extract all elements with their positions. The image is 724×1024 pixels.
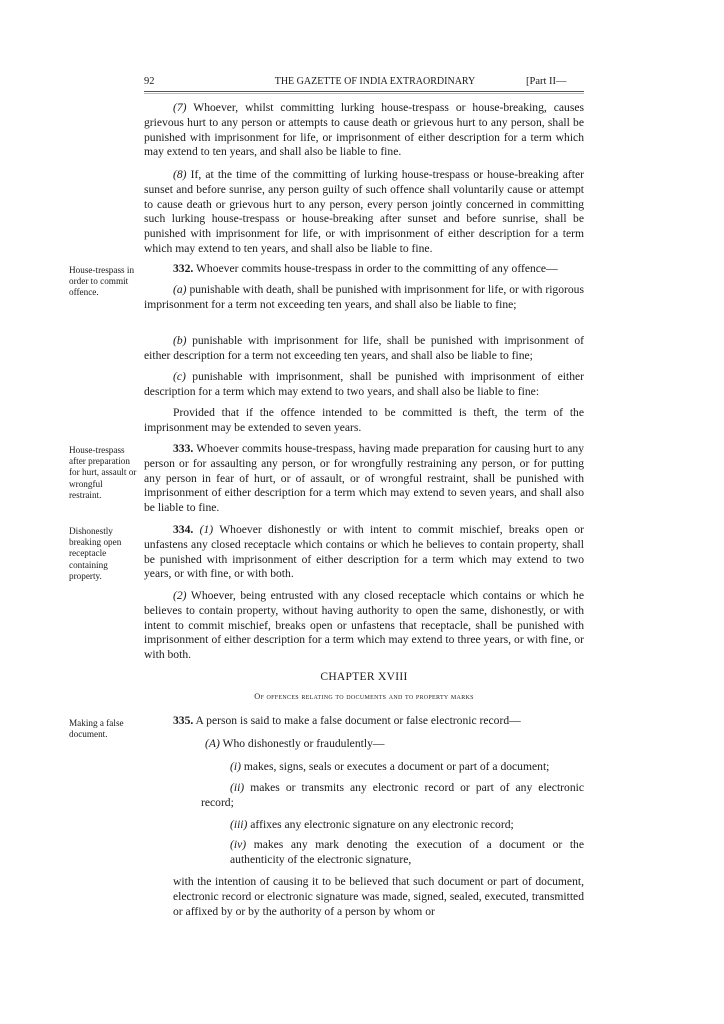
clause-335-A <box>205 737 584 752</box>
clause-number: (A) <box>205 737 220 750</box>
clause-332-c <box>144 370 584 400</box>
chapter-heading: CHAPTER XVIII <box>320 671 408 683</box>
section-text: Whoever commits house-trespass in order to the committing of any offence— <box>193 262 558 275</box>
gazette-title: THE GAZETTE OF INDIA EXTRAORDINARY <box>274 76 476 87</box>
clause-text: Whoever, being entrusted with any closed receptacle which contains or which he believes to contain property, without having authority to open the same, dishonestly, or with intent to commit mischief, breaks open or unfastens that receptacle, shall be punished with imprisonment of either description for a term which may extend to three years, or with fine, or with both. <box>144 589 584 662</box>
clause-text: makes or transmits any electronic record or part of any electronic record; <box>201 781 584 809</box>
header-rule-secondary <box>144 93 584 94</box>
clause-text: makes, signs, seals or executes a document or part of a document; <box>240 760 550 773</box>
clause-number: (b) <box>173 334 187 347</box>
section-number: 334. <box>173 523 194 536</box>
section-334-2 <box>144 589 584 663</box>
clause-number: (2) <box>173 589 187 602</box>
clause-text: punishable with death, shall be punished with imprisonment for life, or with rigorous imprisonment for a term not exceeding ten years, and shall also be liable to fine; <box>144 283 584 311</box>
section-number: 335. <box>173 714 194 727</box>
page-number: 92 <box>144 76 155 87</box>
clause-text: makes any mark denoting the execution of a document or the authenticity of the electronic signature, <box>230 838 584 866</box>
clause-number: (iv) <box>230 838 247 851</box>
clause-text: Whoever, whilst committing lurking house-trespass or house-breaking, causes grievous hurt to any person or attempts to cause death or grievous hurt to any person, shall be punished with imprisonment for life, or imprisonment of either description for a term which may extend to ten years, and shall also be liable to fine. <box>144 101 584 159</box>
section-number: 332. <box>173 262 194 275</box>
section-334-1 <box>144 523 584 582</box>
margin-note-333: House-trespass after preparation for hurt, assault or wrongful restraint. <box>69 445 137 500</box>
margin-note-334: Dishonestly breaking open receptacle containing property. <box>69 526 122 581</box>
header-rule <box>144 91 584 92</box>
clause-text: affixes any electronic signature on any electronic record; <box>247 818 514 831</box>
section-332 <box>144 262 584 277</box>
clause-number: (8) <box>173 168 187 181</box>
clause-335-iii <box>230 818 584 833</box>
clause-text: Who dishonestly or fraudulently— <box>219 737 385 750</box>
clause-text: punishable with imprisonment for life, shall be punished with imprisonment of either description for a term not exceeding ten years, and shall also be liable to fine; <box>144 334 584 362</box>
section-number: 333. <box>173 442 194 455</box>
clause-text: punishable with imprisonment, shall be punished with imprisonment of either description for a term which may extend to two years, and shall also be liable to fine: <box>144 370 584 398</box>
section-text: A person is said to make a false document or false electronic record— <box>193 714 521 727</box>
clause-332-b <box>144 334 584 364</box>
clause-number: (c) <box>173 370 186 383</box>
paragraph-331-8 <box>144 168 584 257</box>
clause-number: (iii) <box>230 818 248 831</box>
clause-335-i <box>230 760 584 775</box>
clause-332-a <box>144 283 584 313</box>
section-text: Whoever commits house-trespass, having made preparation for causing hurt to any person or for assaulting any person, or for wrongfully restraining any person, or for putting any person in fear of hurt, or of assault, or of wrongful restraint, shall be punished with imprisonment of either description for a term which may extend to seven years, and shall also be liable to fine. <box>144 442 584 515</box>
clause-text: If, at the time of the committing of lurking house-trespass or house-breaking after sunset and before sunrise, any person guilty of such offence shall voluntarily cause or attempt to cause death or grievous hurt to any person, every person jointly concerned in committing such lurking house-trespass or house-breaking after sunset and before sunrise, shall be punished with imprisonment for life, or with imprisonment of either description for a term which may extend to ten years, and shall also be liable to fine. <box>144 168 584 255</box>
clause-335-continuation: with the intention of causing it to be believed that such document or part of document, electronic record or electronic signature was made, signed, sealed, executed, transmitted or affixed by or by the authority of a person by whom or <box>173 875 584 918</box>
clause-number: (a) <box>173 283 187 296</box>
part-label: [Part II— <box>526 76 567 87</box>
margin-note-332: House-trespass in order to commit offence. <box>69 265 135 298</box>
clause-number: (7) <box>173 101 187 114</box>
margin-note-335: Making a false document. <box>69 718 124 740</box>
clause-text: Whoever dishonestly or with intent to commit mischief, breaks open or unfastens any closed receptacle which contains or which he believes to contain property, shall be punished with imprisonment of either description for a term which may extend to two years, or with fine, or with both. <box>144 523 584 581</box>
proviso-332: Provided that if the offence intended to be committed is theft, the term of the imprisonment may be extended to seven years. <box>144 406 584 434</box>
section-333 <box>144 442 584 516</box>
section-335 <box>144 714 584 729</box>
clause-number: (i) <box>230 760 241 773</box>
clause-335-ii <box>201 781 584 811</box>
chapter-title: Of offences relating to documents and to property marks <box>254 692 474 701</box>
paragraph-331-7 <box>144 101 584 160</box>
clause-number: (ii) <box>230 781 245 794</box>
clause-335-iv <box>230 838 584 868</box>
clause-number: (1) <box>199 523 214 536</box>
